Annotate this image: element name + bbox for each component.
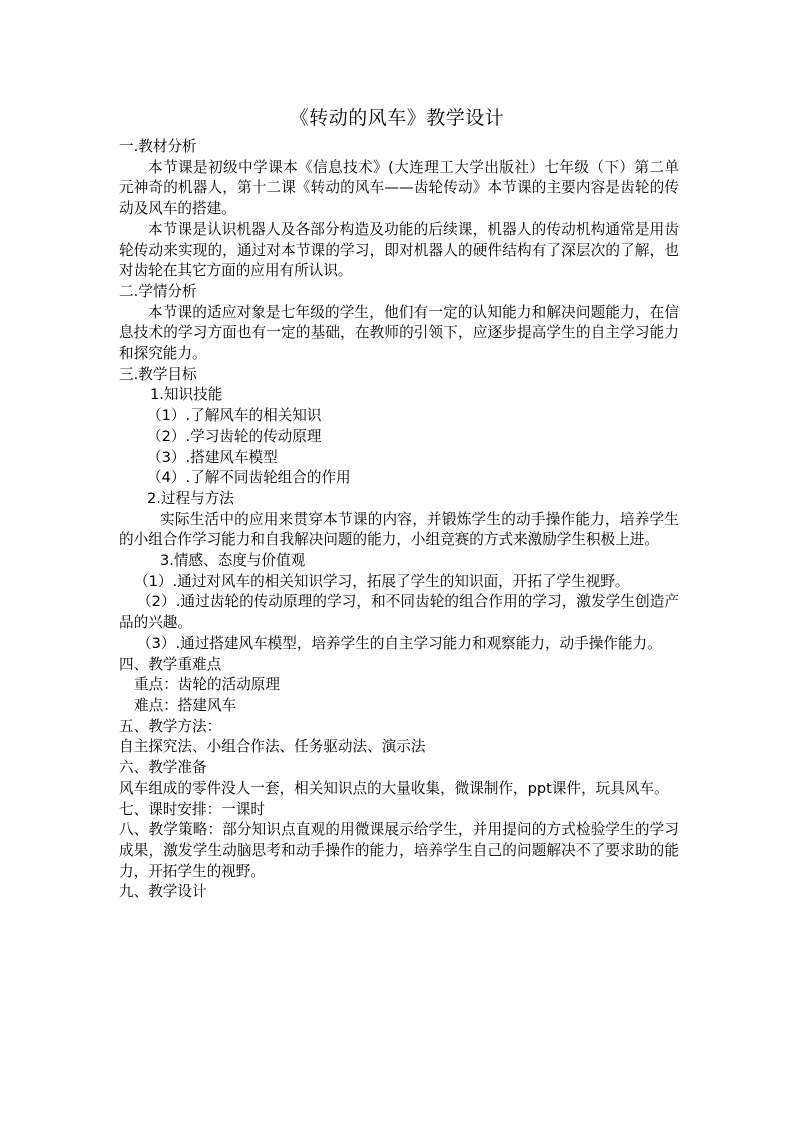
students-paragraph: 本节课的适应对象是七年级的学生，他们有一定的认知能力和解决问题能力，在信息技术的学习方面也有一定的基础，在教师的引领下，应逐步提高学生的自主学习能力和探究能力。 bbox=[119, 303, 679, 363]
key-point: 重点：齿轮的活动原理 bbox=[134, 676, 280, 694]
knowledge-item-1: （1）.了解风车的相关知识 bbox=[147, 407, 322, 425]
process-paragraph: 实际生活中的应用来贯穿本节课的内容，并锻炼学生的动手操作能力，培养学生的小组合作学习能力和自我解决问题的能力，小组竞赛的方式来激励学生积极上进。 bbox=[119, 510, 679, 549]
materials-paragraph-1: 本节课是初级中学课本《信息技术》(大连理工大学出版社）七年级（下）第二单元神奇的机器人，第十二课《转动的风车——齿轮传动》本节课的主要内容是齿轮的传动及风车的搭建。 bbox=[119, 158, 679, 218]
objective-process-heading: 2.过程与方法 bbox=[147, 489, 234, 507]
section-schedule: 七、课时安排：一课时 bbox=[119, 800, 265, 818]
materials-paragraph-2: 本节课是认识机器人及各部分构造及功能的后续课，机器人的传动机构通常是用齿轮传动来实现的，通过对本节课的学习，即对机器人的硬件结构有了深层次的了解，也对齿轮在其它方面的应用有所认识。 bbox=[119, 220, 679, 280]
section-heading-objectives: 三.教学目标 bbox=[119, 365, 197, 383]
objective-attitude-heading: 3.情感、态度与价值观 bbox=[160, 552, 306, 570]
section-heading-methods: 五、教学方法： bbox=[119, 717, 222, 735]
document-body bbox=[119, 137, 679, 903]
knowledge-item-4: （4）.了解不同齿轮组合的作用 bbox=[147, 469, 351, 487]
section-strategy: 八、教学策略：部分知识点直观的用微课展示给学生，并用提问的方式检验学生的学习成果，激发学生动脑思考和动手操作的能力，培养学生自己的问题解决不了要求助的能力，开拓学生的视野。 bbox=[119, 821, 679, 880]
section-heading-design: 九、教学设计 bbox=[119, 883, 207, 901]
document-title: 《转动的风车》教学设计 bbox=[289, 107, 505, 129]
section-heading-preparation: 六、教学准备 bbox=[119, 759, 207, 777]
objective-knowledge-heading: 1.知识技能 bbox=[150, 386, 223, 404]
section-heading-students: 二.学情分析 bbox=[119, 282, 197, 300]
difficult-point: 难点：搭建风车 bbox=[134, 696, 237, 714]
attitude-item-1: （1）.通过对风车的相关知识学习，拓展了学生的知识面，开拓了学生视野。 bbox=[134, 572, 630, 590]
section-heading-materials: 一.教材分析 bbox=[119, 138, 197, 155]
preparation-text: 风车组成的零件没人一套，相关知识点的大量收集，微课制作，ppt课件，玩具风车。 bbox=[119, 779, 669, 797]
attitude-item-2: （2）.通过齿轮的传动原理的学习，和不同齿轮的组合作用的学习，激发学生创造产品的兴趣。 bbox=[119, 593, 679, 632]
knowledge-item-3: （3）.搭建风车模型 bbox=[147, 448, 278, 466]
attitude-item-3: （3）.通过搭建风车模型，培养学生的自主学习能力和观察能力，动手操作能力。 bbox=[137, 634, 662, 652]
section-heading-key-points: 四、教学重难点 bbox=[119, 655, 222, 673]
methods-text: 自主探究法、小组合作法、任务驱动法、演示法 bbox=[119, 738, 426, 756]
knowledge-item-2: （2）.学习齿轮的传动原理 bbox=[147, 427, 322, 445]
